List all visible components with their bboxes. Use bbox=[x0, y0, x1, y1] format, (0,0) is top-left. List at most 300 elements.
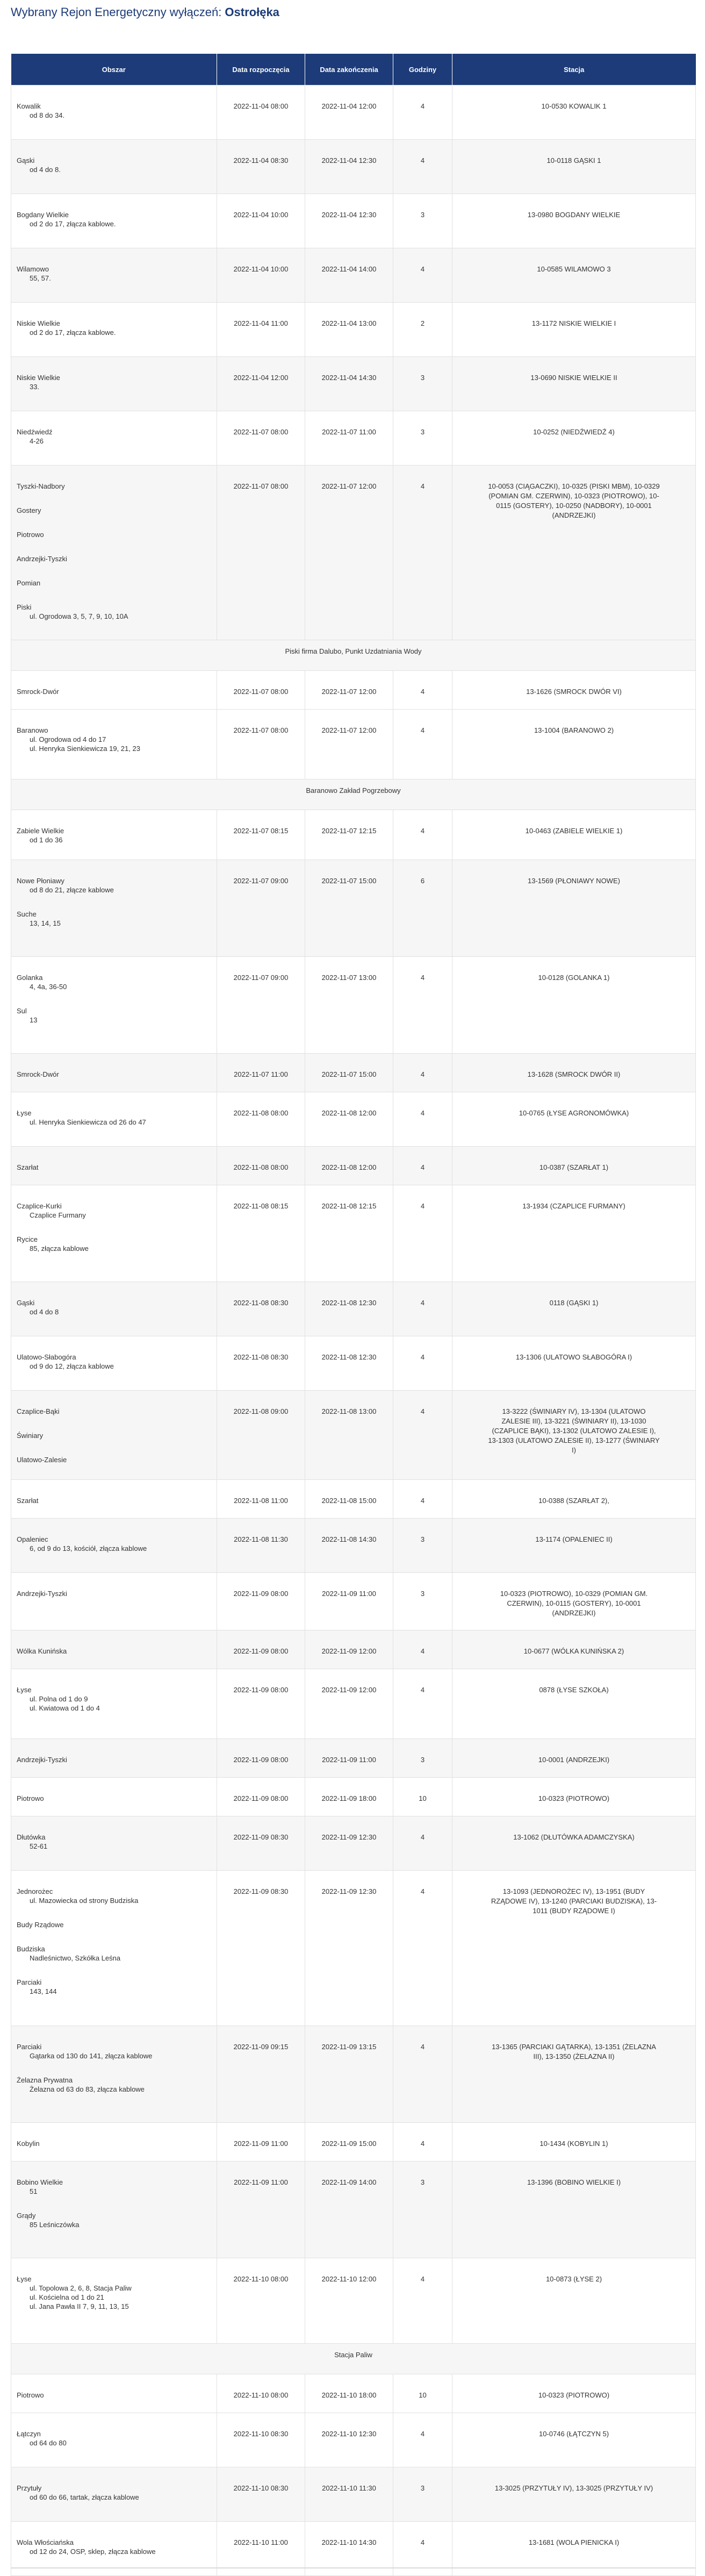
station-cell bbox=[452, 957, 696, 1054]
area-spacer bbox=[17, 1929, 211, 1944]
group-note-row bbox=[11, 779, 696, 810]
start-date-cell: 2022-11-09 08:30 bbox=[217, 1816, 305, 1871]
hours-cell: 4 bbox=[393, 2413, 452, 2467]
end-date-cell: 2022-11-09 18:00 bbox=[305, 1778, 393, 1816]
area-spacer bbox=[17, 588, 211, 603]
locality-name: Żelazna Prywatna bbox=[17, 2076, 73, 2084]
station-cell bbox=[452, 1630, 696, 1669]
hours-cell: 6 bbox=[393, 860, 452, 957]
table-row bbox=[11, 411, 696, 466]
table-row bbox=[11, 303, 696, 357]
locality-name: Dłutówka bbox=[17, 1833, 46, 1841]
start-date-cell: 2022-11-08 08:00 bbox=[217, 1147, 305, 1185]
locality-name: Czaplice-Bąki bbox=[17, 1407, 60, 1415]
start-date-cell: 2022-11-07 09:00 bbox=[217, 957, 305, 1054]
station-cell bbox=[452, 303, 696, 357]
locality-name: Wólka Kunińska bbox=[17, 1647, 67, 1655]
start-date-cell: 2022-11-04 12:00 bbox=[217, 357, 305, 411]
hours-cell: 4 bbox=[393, 2522, 452, 2576]
end-date-cell: 2022-11-04 14:30 bbox=[305, 357, 393, 411]
area-cell bbox=[11, 2374, 217, 2413]
hours-cell: 4 bbox=[393, 1630, 452, 1669]
station-cell bbox=[452, 411, 696, 466]
area-spacer bbox=[17, 1905, 211, 1920]
start-date-cell: 2022-11-08 11:30 bbox=[217, 1519, 305, 1573]
table-row bbox=[11, 466, 696, 640]
station-text: 13-1396 (BOBINO WIELKIE I) bbox=[527, 2178, 621, 2186]
area-cell bbox=[11, 2467, 217, 2522]
station-text: 10-0118 GĄSKI 1 bbox=[546, 156, 601, 164]
table-row bbox=[11, 1092, 696, 1147]
start-date-cell: 2022-11-04 11:00 bbox=[217, 303, 305, 357]
end-date-cell: 2022-11-10 14:30 bbox=[305, 2522, 393, 2576]
table-row bbox=[11, 85, 696, 140]
hours-cell: 3 bbox=[393, 411, 452, 466]
area-cell bbox=[11, 1669, 217, 1739]
area-spacer bbox=[17, 1963, 211, 1978]
area-cell bbox=[11, 1185, 217, 1282]
station-cell bbox=[452, 1391, 696, 1480]
end-date-cell: 2022-11-04 12:00 bbox=[305, 85, 393, 140]
start-date-cell: 2022-11-09 09:15 bbox=[217, 2026, 305, 2123]
table-bottom-divider bbox=[11, 2567, 695, 2568]
start-date-cell: 2022-11-07 09:00 bbox=[217, 860, 305, 957]
hours-cell: 4 bbox=[393, 1054, 452, 1092]
address-detail: 13, 14, 15 bbox=[30, 919, 61, 927]
locality-name: Jednorożec bbox=[17, 1887, 53, 1895]
address-detail: ul. Kościelna od 1 do 21 bbox=[30, 2293, 104, 2301]
end-date-cell: 2022-11-04 12:30 bbox=[305, 194, 393, 248]
hours-cell: 10 bbox=[393, 1778, 452, 1816]
end-date-cell: 2022-11-10 12:30 bbox=[305, 2413, 393, 2467]
locality-name: Niskie Wielkie bbox=[17, 374, 60, 382]
locality-name: Niedźwiedź bbox=[17, 428, 53, 436]
start-date-cell: 2022-11-10 08:00 bbox=[217, 2374, 305, 2413]
locality-name: Grądy bbox=[17, 2212, 36, 2220]
locality-name: Przytuły bbox=[17, 2484, 42, 2492]
table-row bbox=[11, 1816, 696, 1871]
station-cell bbox=[452, 860, 696, 957]
station-text: 13-3222 (ŚWINIARY IV), 13-1304 (ULATOWO ZALESIE III), 13-3221 (ŚWINIARY II), 13-1030 (CZAPLICE BĄKI), 13-1302 (ULATOWO ZALESIE I), 13-1303 (ULATOWO ZALESIE II), 13-1277 (ŚWINIARY I) bbox=[488, 1407, 660, 1454]
table-row bbox=[11, 2467, 696, 2522]
end-date-cell: 2022-11-07 11:00 bbox=[305, 411, 393, 466]
station-text: 13-1569 (PŁONIAWY NOWE) bbox=[528, 877, 620, 885]
address-detail: od 8 do 34. bbox=[30, 111, 65, 119]
end-date-cell: 2022-11-09 12:30 bbox=[305, 1871, 393, 2026]
station-text: 10-0387 (SZARŁAT 1) bbox=[539, 1163, 609, 1171]
end-date-cell: 2022-11-07 12:00 bbox=[305, 671, 393, 710]
hours-cell: 4 bbox=[393, 810, 452, 860]
end-date-cell: 2022-11-08 12:00 bbox=[305, 1147, 393, 1185]
locality-name: Gąski bbox=[17, 156, 35, 164]
end-date-cell: 2022-11-04 12:30 bbox=[305, 140, 393, 194]
hours-cell: 4 bbox=[393, 1336, 452, 1391]
group-note: Baranowo Zakład Pogrzebowy bbox=[11, 779, 696, 810]
station-text: 10-0746 (ŁĄTCZYN 5) bbox=[538, 2430, 609, 2438]
area-cell bbox=[11, 85, 217, 140]
hours-cell: 4 bbox=[393, 1669, 452, 1739]
station-cell bbox=[452, 140, 696, 194]
hours-cell: 4 bbox=[393, 1816, 452, 1871]
station-cell bbox=[452, 1480, 696, 1519]
end-date-cell: 2022-11-09 12:30 bbox=[305, 1816, 393, 1871]
area-spacer bbox=[17, 2060, 211, 2076]
start-date-cell: 2022-11-09 08:30 bbox=[217, 1871, 305, 2026]
hours-cell: 10 bbox=[393, 2374, 452, 2413]
locality-name: Łątczyn bbox=[17, 2430, 41, 2438]
locality-name: Wola Włościańska bbox=[17, 2538, 74, 2546]
start-date-cell: 2022-11-08 08:30 bbox=[217, 1336, 305, 1391]
end-date-cell: 2022-11-08 12:30 bbox=[305, 1336, 393, 1391]
address-detail: od 1 do 36 bbox=[30, 836, 63, 844]
locality-name: Golanka bbox=[17, 974, 43, 982]
start-date-cell: 2022-11-08 08:00 bbox=[217, 1092, 305, 1147]
area-spacer bbox=[17, 1416, 211, 1431]
area-cell bbox=[11, 1054, 217, 1092]
start-date-cell: 2022-11-09 08:00 bbox=[217, 1573, 305, 1630]
header-area[interactable]: Obszar bbox=[11, 54, 217, 85]
start-date-cell: 2022-11-04 10:00 bbox=[217, 194, 305, 248]
hours-cell: 3 bbox=[393, 357, 452, 411]
station-cell bbox=[452, 710, 696, 779]
address-detail: 55, 57. bbox=[30, 274, 51, 282]
area-spacer bbox=[17, 991, 211, 1006]
table-row bbox=[11, 140, 696, 194]
locality-name: Nowe Płoniawy bbox=[17, 877, 64, 885]
table-row bbox=[11, 957, 696, 1054]
station-text: 13-1681 (WOLA PIENICKA I) bbox=[528, 2538, 620, 2546]
locality-name: Gąski bbox=[17, 1299, 35, 1307]
area-cell bbox=[11, 248, 217, 303]
station-text: 10-0323 (PIOTROWO) bbox=[538, 2391, 610, 2399]
hours-cell: 4 bbox=[393, 1391, 452, 1480]
station-text: 13-0690 NISKIE WIELKIE II bbox=[530, 374, 617, 382]
start-date-cell: 2022-11-04 08:30 bbox=[217, 140, 305, 194]
station-cell bbox=[452, 1147, 696, 1185]
address-detail: ul. Polna od 1 do 9 bbox=[30, 1695, 88, 1703]
station-text: 10-0252 (NIEDŹWIEDŹ 4) bbox=[533, 428, 615, 436]
area-cell bbox=[11, 1778, 217, 1816]
address-detail: 4, 4a, 36-50 bbox=[30, 983, 67, 991]
table-header-row bbox=[11, 54, 696, 85]
station-cell bbox=[452, 1669, 696, 1739]
table-row bbox=[11, 810, 696, 860]
area-cell bbox=[11, 1519, 217, 1573]
locality-name: Łyse bbox=[17, 2275, 32, 2283]
address-detail: 6, od 9 do 13, kościół, złącza kablowe bbox=[30, 1544, 147, 1552]
address-detail: 4-26 bbox=[30, 437, 44, 445]
table-row bbox=[11, 1739, 696, 1778]
station-text: 10-0128 (GOLANKA 1) bbox=[538, 974, 610, 982]
locality-name: Piotrowo bbox=[17, 2391, 44, 2399]
end-date-cell: 2022-11-04 14:00 bbox=[305, 248, 393, 303]
area-cell bbox=[11, 710, 217, 779]
start-date-cell: 2022-11-09 08:00 bbox=[217, 1630, 305, 1669]
station-text: 13-1174 (OPALENIEC II) bbox=[535, 1535, 613, 1543]
locality-name: Szarłat bbox=[17, 1497, 39, 1505]
start-date-cell: 2022-11-07 08:15 bbox=[217, 810, 305, 860]
table-row bbox=[11, 2026, 696, 2123]
station-text: 13-1306 (ULATOWO SŁABOGÓRA I) bbox=[515, 1353, 632, 1361]
start-date-cell: 2022-11-08 11:00 bbox=[217, 1480, 305, 1519]
station-cell bbox=[452, 1282, 696, 1336]
hours-cell: 3 bbox=[393, 1573, 452, 1630]
hours-cell: 4 bbox=[393, 248, 452, 303]
station-text: 10-0585 WILAMOWO 3 bbox=[537, 265, 611, 273]
start-date-cell: 2022-11-07 08:00 bbox=[217, 671, 305, 710]
end-date-cell: 2022-11-10 11:30 bbox=[305, 2467, 393, 2522]
locality-name: Gostery bbox=[17, 506, 41, 514]
address-detail: od 64 do 80 bbox=[30, 2439, 67, 2447]
table-row bbox=[11, 1778, 696, 1816]
address-detail: od 2 do 17, złącza kablowe. bbox=[30, 328, 116, 337]
station-cell bbox=[452, 194, 696, 248]
address-detail: Czaplice Furmany bbox=[30, 1211, 86, 1219]
area-cell bbox=[11, 1480, 217, 1519]
table-row bbox=[11, 2413, 696, 2467]
station-cell bbox=[452, 1054, 696, 1092]
locality-name: Zabiele Wielkie bbox=[17, 827, 64, 835]
area-cell bbox=[11, 1391, 217, 1480]
table-row bbox=[11, 1669, 696, 1739]
area-cell bbox=[11, 1816, 217, 1871]
locality-name: Andrzejki-Tyszki bbox=[17, 1756, 67, 1764]
end-date-cell: 2022-11-10 18:00 bbox=[305, 2374, 393, 2413]
locality-name: Pomian bbox=[17, 579, 41, 587]
station-cell bbox=[452, 357, 696, 411]
hours-cell: 4 bbox=[393, 957, 452, 1054]
table-row bbox=[11, 710, 696, 779]
header-station[interactable]: Stacja bbox=[452, 54, 696, 85]
station-text: 13-1172 NISKIE WIELKIE I bbox=[531, 319, 616, 327]
station-text: 0118 (GĄSKI 1) bbox=[549, 1299, 599, 1307]
area-cell bbox=[11, 194, 217, 248]
group-note-row bbox=[11, 2344, 696, 2374]
address-detail: ul. Topolowa 2, 6, 8, Stacja Paliw bbox=[30, 2284, 132, 2292]
address-detail: ul. Henryka Sienkiewicza od 26 do 47 bbox=[30, 1118, 146, 1126]
locality-name: Budy Rządowe bbox=[17, 1921, 64, 1929]
end-date-cell: 2022-11-09 12:00 bbox=[305, 1630, 393, 1669]
end-date-cell: 2022-11-09 12:00 bbox=[305, 1669, 393, 1739]
area-spacer bbox=[17, 539, 211, 554]
area-spacer bbox=[17, 563, 211, 578]
start-date-cell: 2022-11-08 09:00 bbox=[217, 1391, 305, 1480]
locality-name: Andrzejki-Tyszki bbox=[17, 1590, 67, 1598]
end-date-cell: 2022-11-10 12:00 bbox=[305, 2258, 393, 2344]
address-detail: od 2 do 17, złącza kablowe. bbox=[30, 220, 116, 228]
area-cell bbox=[11, 1282, 217, 1336]
station-text: 13-1004 (BARANOWO 2) bbox=[534, 726, 614, 734]
start-date-cell: 2022-11-07 08:00 bbox=[217, 411, 305, 466]
locality-name: Parciaki bbox=[17, 2043, 42, 2051]
hours-cell: 4 bbox=[393, 1480, 452, 1519]
end-date-cell: 2022-11-07 12:00 bbox=[305, 710, 393, 779]
group-note-row bbox=[11, 640, 696, 671]
address-detail: ul. Jana Pawła II 7, 9, 11, 13, 15 bbox=[30, 2302, 129, 2310]
header-start-date[interactable]: Data rozpoczęcia bbox=[217, 54, 305, 85]
end-date-cell: 2022-11-08 13:00 bbox=[305, 1391, 393, 1480]
table-row bbox=[11, 1185, 696, 1282]
hours-cell: 4 bbox=[393, 2026, 452, 2123]
start-date-cell: 2022-11-09 08:00 bbox=[217, 1669, 305, 1739]
locality-name: Suche bbox=[17, 910, 37, 918]
start-date-cell: 2022-11-07 08:00 bbox=[217, 466, 305, 640]
station-cell bbox=[452, 1871, 696, 2026]
station-text: 10-0677 (WÓLKA KUNIŃSKA 2) bbox=[523, 1647, 624, 1655]
station-cell bbox=[452, 2413, 696, 2467]
locality-name: Andrzejki-Tyszki bbox=[17, 555, 67, 563]
start-date-cell: 2022-11-10 08:00 bbox=[217, 2258, 305, 2344]
area-cell bbox=[11, 1092, 217, 1147]
station-cell bbox=[452, 2467, 696, 2522]
area-cell bbox=[11, 2162, 217, 2258]
address-detail: ul. Kwiatowa od 1 do 4 bbox=[30, 1704, 100, 1712]
address-detail: 85 Leśniczówka bbox=[30, 2221, 80, 2229]
hours-cell: 4 bbox=[393, 140, 452, 194]
address-detail: od 4 do 8 bbox=[30, 1308, 59, 1316]
header-end-date[interactable]: Data zakończenia bbox=[305, 54, 393, 85]
end-date-cell: 2022-11-09 14:00 bbox=[305, 2162, 393, 2258]
hours-cell: 3 bbox=[393, 2467, 452, 2522]
end-date-cell: 2022-11-07 12:15 bbox=[305, 810, 393, 860]
hours-cell: 4 bbox=[393, 1282, 452, 1336]
hours-cell: 4 bbox=[393, 466, 452, 640]
table-row bbox=[11, 1147, 696, 1185]
table-row bbox=[11, 671, 696, 710]
table-row bbox=[11, 1336, 696, 1391]
address-detail: 13 bbox=[30, 1016, 38, 1024]
end-date-cell: 2022-11-09 11:00 bbox=[305, 1573, 393, 1630]
address-detail: 33. bbox=[30, 383, 40, 391]
outage-table bbox=[11, 54, 696, 2576]
end-date-cell: 2022-11-04 13:00 bbox=[305, 303, 393, 357]
station-cell bbox=[452, 1336, 696, 1391]
start-date-cell: 2022-11-07 08:00 bbox=[217, 710, 305, 779]
address-detail: od 60 do 66, tartak, złącza kablowe bbox=[30, 2493, 139, 2501]
station-cell bbox=[452, 810, 696, 860]
start-date-cell: 2022-11-04 08:00 bbox=[217, 85, 305, 140]
start-date-cell: 2022-11-08 08:30 bbox=[217, 1282, 305, 1336]
station-text: 13-0980 BOGDANY WIELKIE bbox=[527, 211, 621, 219]
start-date-cell: 2022-11-10 08:30 bbox=[217, 2413, 305, 2467]
table-row bbox=[11, 2162, 696, 2258]
locality-name: Parciaki bbox=[17, 1978, 42, 1986]
start-date-cell: 2022-11-09 11:00 bbox=[217, 2123, 305, 2162]
station-cell bbox=[452, 1519, 696, 1573]
address-detail: od 4 do 8. bbox=[30, 166, 61, 174]
address-detail: 143, 144 bbox=[30, 1987, 57, 1995]
start-date-cell: 2022-11-10 08:30 bbox=[217, 2467, 305, 2522]
station-text: 10-0873 (ŁYSE 2) bbox=[545, 2275, 602, 2283]
station-text: 0878 (ŁYSE SZKOŁA) bbox=[539, 1686, 609, 1694]
station-text: 10-0530 KOWALIK 1 bbox=[541, 102, 607, 110]
end-date-cell: 2022-11-07 13:00 bbox=[305, 957, 393, 1054]
hours-cell: 3 bbox=[393, 1519, 452, 1573]
page-title bbox=[11, 5, 279, 19]
end-date-cell: 2022-11-07 15:00 bbox=[305, 1054, 393, 1092]
locality-name: Bogdany Wielkie bbox=[17, 211, 69, 219]
station-cell bbox=[452, 2123, 696, 2162]
area-cell bbox=[11, 2413, 217, 2467]
address-detail: od 8 do 21, złącze kablowe bbox=[30, 886, 114, 894]
area-cell bbox=[11, 1336, 217, 1391]
station-cell bbox=[452, 466, 696, 640]
address-detail: Gątarka od 130 do 141, złącza kablowe bbox=[30, 2052, 153, 2060]
table-row bbox=[11, 1871, 696, 2026]
locality-name: Budziska bbox=[17, 1945, 45, 1953]
station-text: 10-0463 (ZABIELE WIELKIE 1) bbox=[525, 827, 623, 835]
locality-name: Łyse bbox=[17, 1109, 32, 1117]
station-text: 10-0053 (CIĄGACZKI), 10-0325 (PISKI MBM), 10-0329 (POMIAN GM. CZERWIN), 10-0323 (PIOTROWO), 10-0115 (GOSTERY), 10-0250 (NADBORY), 10-0001 (ANDRZEJKI) bbox=[488, 482, 660, 519]
table-row bbox=[11, 248, 696, 303]
station-text: 13-1626 (SMROCK DWÓR VI) bbox=[526, 688, 622, 696]
area-cell bbox=[11, 1739, 217, 1778]
table-row bbox=[11, 1519, 696, 1573]
hours-cell: 2 bbox=[393, 303, 452, 357]
hours-cell: 3 bbox=[393, 2162, 452, 2258]
station-cell bbox=[452, 1816, 696, 1871]
hours-cell: 4 bbox=[393, 1871, 452, 2026]
area-cell bbox=[11, 466, 217, 640]
locality-name: Ulatowo-Słabogóra bbox=[17, 1353, 76, 1361]
area-cell bbox=[11, 411, 217, 466]
group-note: Stacja Paliw bbox=[11, 2344, 696, 2374]
start-date-cell: 2022-11-09 11:00 bbox=[217, 2162, 305, 2258]
station-text: 10-1434 (KOBYLIN 1) bbox=[539, 2139, 608, 2148]
header-hours[interactable]: Godziny bbox=[393, 54, 452, 85]
page-title-prefix: Wybrany Rejon Energetyczny wyłączeń: bbox=[11, 5, 225, 19]
locality-name: Niskie Wielkie bbox=[17, 319, 60, 327]
end-date-cell: 2022-11-08 12:30 bbox=[305, 1282, 393, 1336]
station-cell bbox=[452, 2026, 696, 2123]
hours-cell: 4 bbox=[393, 85, 452, 140]
region-name: Ostrołęka bbox=[225, 5, 279, 19]
table-row bbox=[11, 1630, 696, 1669]
locality-name: Łyse bbox=[17, 1686, 32, 1694]
locality-name: Czaplice-Kurki bbox=[17, 1202, 62, 1210]
hours-cell: 3 bbox=[393, 1739, 452, 1778]
station-cell bbox=[452, 2374, 696, 2413]
hours-cell: 4 bbox=[393, 710, 452, 779]
area-spacer bbox=[17, 895, 211, 910]
station-cell bbox=[452, 2258, 696, 2344]
start-date-cell: 2022-11-04 10:00 bbox=[217, 248, 305, 303]
area-cell bbox=[11, 1630, 217, 1669]
station-cell bbox=[452, 1092, 696, 1147]
address-detail: 52-61 bbox=[30, 1842, 48, 1850]
area-spacer bbox=[17, 2196, 211, 2211]
station-cell bbox=[452, 1778, 696, 1816]
station-text: 10-0001 (ANDRZEJKI) bbox=[538, 1756, 610, 1764]
station-text: 13-1365 (PARCIAKI GĄTARKA), 13-1351 (ŻELAZNA III), 13-1350 (ŻELAZNA II) bbox=[492, 2043, 656, 2060]
end-date-cell: 2022-11-07 12:00 bbox=[305, 466, 393, 640]
address-detail: 51 bbox=[30, 2187, 38, 2195]
table-row bbox=[11, 2374, 696, 2413]
area-cell bbox=[11, 303, 217, 357]
locality-name: Kobylin bbox=[17, 2139, 40, 2148]
area-cell bbox=[11, 140, 217, 194]
table-row bbox=[11, 1054, 696, 1092]
address-detail: od 12 do 24, OSP, sklep, złącza kablowe bbox=[30, 2548, 156, 2556]
area-cell bbox=[11, 810, 217, 860]
table-body bbox=[11, 85, 696, 2576]
start-date-cell: 2022-11-08 08:15 bbox=[217, 1185, 305, 1282]
end-date-cell: 2022-11-08 12:15 bbox=[305, 1185, 393, 1282]
area-cell bbox=[11, 2026, 217, 2123]
start-date-cell: 2022-11-07 11:00 bbox=[217, 1054, 305, 1092]
station-cell bbox=[452, 1739, 696, 1778]
hours-cell: 4 bbox=[393, 671, 452, 710]
